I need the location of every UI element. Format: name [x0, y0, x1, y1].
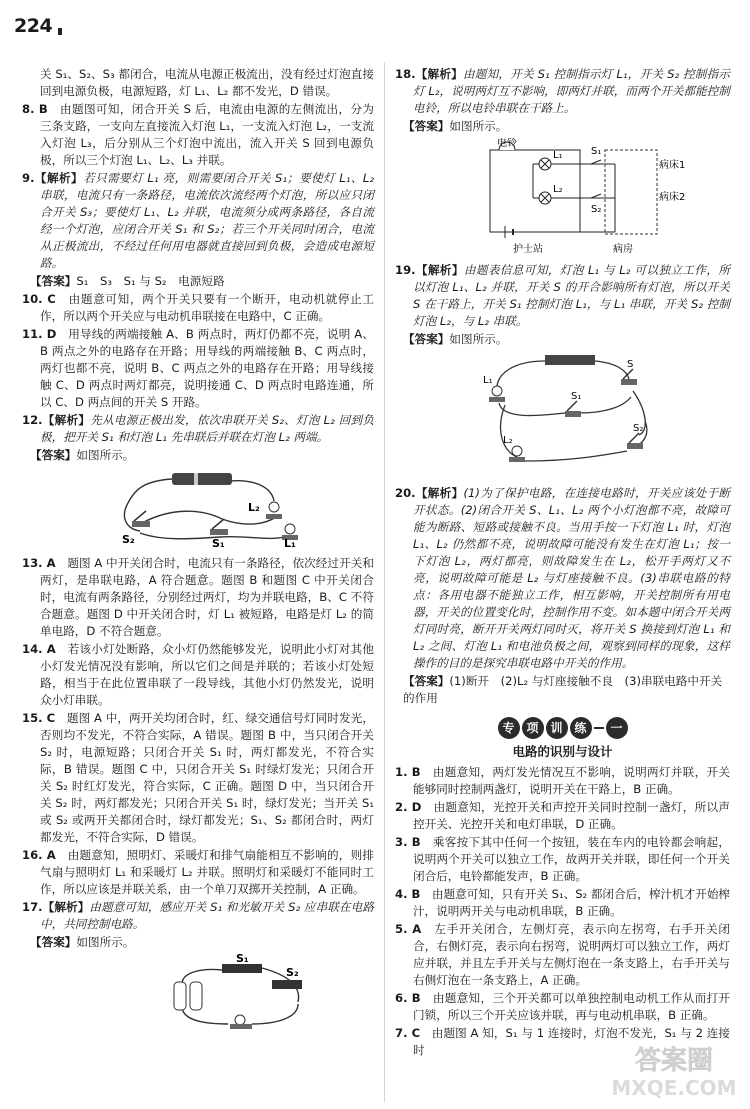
banner-char-4: 练 — [570, 717, 592, 739]
lamp-l2-icon — [512, 446, 522, 456]
page-number-mark — [58, 28, 62, 35]
circuit-figure-19 — [395, 351, 730, 479]
answer-item-9: 9.【解析】若只需要灯 L₁ 亮，则需要闭合开关 S₁；要使灯 L₁、L₂ 串联，电流只有一条路径，电流依次流经两个灯泡，所以应只闭合开关 S₃；要使灯 L₁、L₂ 并联，电流须分成两条路径，各自流经一个灯泡，应闭合开关 S₁ 和 S₂；若三个开关同时闭合，电流从正极流出，不经过任何用电器就直接回到负极，会造成电源短路。 — [22, 171, 374, 270]
answer-item-18: 18.【解析】由题知，开关 S₁ 控制指示灯 L₁，开关 S₂ 控制指示灯 L₂，说明两灯互不影响，即两灯并联，而两个开关都能控制电铃，所以电铃串联在干路上。 — [395, 67, 730, 115]
switch-s1-icon — [222, 964, 262, 973]
list-item: 1. B 由题意知，两灯发光情况互不影响，说明两灯并联，开关能够同时控制两盏灯，说明开关在干路上，B 正确。 — [395, 765, 730, 796]
list-item: 3. B 乘客按下其中任何一个按钮，装在车内的电铃都会响起，说明两个开关可以独立工作，故两开关并联，即任何一个开关闭合后，电铃都能发声，B 正确。 — [395, 835, 730, 883]
ward-box — [605, 150, 657, 234]
battery-1-icon — [174, 982, 186, 1010]
battery-icon — [545, 355, 595, 365]
lamp-l2-icon — [269, 502, 279, 512]
q7-continuation: 关 S₁、S₂、S₃ 都闭合，电流从电源正极流出，没有经过灯泡直接回到电源负极，电源短路，灯 L₁、L₂ 都不发光，D 错误。 — [40, 67, 374, 98]
answer-9: 【答案】S₁ S₃ S₁ 与 S₂ 电源短路 — [30, 274, 225, 288]
label-s1: S₁ — [571, 391, 582, 402]
left-column — [22, 66, 374, 1040]
label-s2: S₂ — [591, 204, 602, 215]
section-banner — [395, 717, 730, 739]
list-item: 2. D 由题意知，光控开关和声控开关同时控制一盏灯，所以声控开关、光控开关和电灯串联，D 正确。 — [395, 800, 730, 831]
section-title: 电路的识别与设计 — [512, 744, 613, 759]
switch-s2-icon — [272, 980, 302, 989]
label-l2: L₂ — [553, 184, 563, 195]
answer-19: 【答案】如图所示。 — [403, 332, 508, 346]
label-l1: L₁ — [284, 537, 296, 549]
answer-item-20: 20.【解析】(1)为了保护电路，在连接电路时，开关应该处于断开状态。(2)闭合开关 S、L₁、L₂ 两个小灯泡都不亮，故障可能为断路、短路或接触不良。当用手按一下灯泡 L₁ 时，灯泡 L₁、L₂ 仍然都不亮，说明故障可能没有发生在灯泡 L₁；按一下灯泡 L₂，两灯都亮，则故障发生在 L₂，松开手两灯又不亮，说明故障可能是 L₂ 与灯座接触不良。(3)串联电路的特点：各用电器不能独立工作，相互影响，开关控制所有用电器，开关的位置变化时，控制作用不变。如本题中闭合开关两灯同时亮，断开开关两灯同时灭，将开关 S 换接到灯泡 L₁ 和 L₂ 之间、灯泡 L₁ 和电池负极之间，观察到同样的现象，这样操作的目的是探究串联电路中开关的作用。 — [395, 486, 730, 670]
label-station: 护士站 — [513, 244, 543, 255]
list-item: 5. A 左手开关闭合，左侧灯亮，表示向左拐弯，右手开关闭合，右侧灯亮，表示向右拐弯，说明两灯可以独立工作，两灯应并联，并且左手开关与左侧灯泡在一条支路上，右手开关与右侧灯泡在一条支路上，A 正确。 — [395, 922, 730, 987]
switch-s2-icon — [132, 521, 150, 527]
right-column — [395, 66, 730, 1060]
answer-item-17: 17.【解析】由题意可知，感应开关 S₁ 和光敏开关 S₂ 应串联在电路中，共同控制电路。 — [22, 900, 374, 931]
circuit-figure-17 — [22, 954, 362, 1034]
answer-item-10: 10. C 由题意可知，两个开关只要有一个断开，电动机就停止工作，所以两个开关应与电动机串联接在电路中，C 正确。 — [22, 292, 374, 323]
list-item: 4. B 由题意可知，只有开关 S₁、S₂ 都闭合后，榨汁机才开始榨汁，说明两开关与电动机串联，B 正确。 — [395, 887, 731, 918]
answer-item-16: 16. A 由题意知，照明灯、采暖灯和排气扇能相互不影响的，则排气扇与照明灯 L₁ 和采暖灯 L₂ 并联。照明灯和采暖灯不能同时工作，所以应该是并联关系，由一个单刀双掷开关控制，A 正确。 — [22, 848, 374, 896]
switch-s1-icon — [210, 529, 228, 535]
column-separator — [384, 62, 385, 1102]
label-l1: L₁ — [553, 150, 563, 161]
circuit-figure-12 — [22, 467, 362, 549]
lamp-icon — [235, 1015, 245, 1025]
answer-item-15: 15. C 题图 A 中，两开关均闭合时，红、绿交通信号灯同时发光，否则均不发光，不符合实际，A 错误。题图 B 中，当只闭合开关 S₂ 时，电源短路；只闭合开关 S₁ 时，两灯都发光，不符合实际，B 错误。题图 C 中，只闭合开关 S₁ 时绿灯发光；只闭合开关 S₂ 时红灯发光，符合实际，C 正确。题图 D 中，当只闭合开关 S₂ 时，两灯都发光；只闭合开关 S₁ 时，绿灯发光；当开关 S₁ 或 S₂ 或两开关都闭合时，绿灯都发光；S₁、S₂ 都闭合时，两灯都发光，不符合实际，D 错误。 — [22, 711, 374, 844]
banner-char-1: 专 — [498, 717, 520, 739]
label-s1: S₁ — [591, 146, 602, 157]
page-number: 224 — [14, 15, 53, 37]
label-bed1: 病床1 — [659, 160, 686, 171]
answer-20: 【答案】(1)断开 (2)L₂ 与灯座接触不良 (3)串联电路中开关的作用 — [403, 674, 723, 705]
circuit-figure-18 — [395, 138, 730, 256]
lamp-l1-icon — [285, 524, 295, 534]
label-l1: L₁ — [483, 375, 493, 386]
label-s1: S₁ — [212, 537, 225, 549]
lamp-l1-icon — [492, 386, 502, 396]
label-ward: 病房 — [613, 244, 633, 255]
switch-s2-icon — [591, 194, 601, 198]
answer-item-11: 11. D 用导线的两端接触 A、B 两点时，两灯仍都不亮，说明 A、B 两点之外的电路存在开路；用导线的两端接触 B、C 两点时，两灯也都不亮，说明 B、C 两点之外的电路存在开路；用导线接触 C、D 两点时两灯都亮，说明接通 C、D 两点时电路连通，所以 C、D 两点间的开关 S 开路。 — [22, 327, 374, 409]
svg-text:答案圈: 答案圈 — [634, 1046, 714, 1076]
label-s2: S₂ — [122, 533, 135, 546]
banner-char-3: 训 — [546, 717, 568, 739]
banner-char-2: 项 — [522, 717, 544, 739]
answer-item-14: 14. A 若该小灯处断路，众小灯仍然能够发光，说明此小灯对其他小灯发光情况没有影响，所以它们之间是并联的；若该小灯处短路，相当于在此位置串联了一段导线，其他小灯仍然发光，说明众小灯串联。 — [22, 642, 374, 707]
label-l2: L₂ — [503, 435, 513, 446]
answer-12: 【答案】如图所示。 — [30, 448, 135, 462]
switch-s1-icon — [591, 160, 601, 164]
battery-2-icon — [190, 982, 202, 1010]
list-item: 7. C 由题图 A 知，S₁ 与 1 连接时，灯泡不发光，S₁ 与 2 连接时 — [395, 1026, 730, 1057]
answer-item-8: 8. B 由题图可知，闭合开关 S 后，电流由电源的左侧流出，分为三条支路，一支向左直接流入灯泡 L₁，一支流入灯泡 L₂，一支流入灯泡 L₃，后分别从三个灯泡中流出，流入开关 S 回到电源负极，所以三个灯泡 L₁、L₂、L₃ 并联。 — [22, 102, 374, 167]
svg-text:MXQE.COM: MXQE.COM — [611, 1076, 737, 1100]
watermark-logo — [604, 1039, 744, 1103]
label-bell: 电铃 — [497, 138, 517, 149]
answer-item-12: 12.【解析】先从电源正极出发，依次串联开关 S₂、灯泡 L₂ 回到负极，把开关 S₁ 和灯泡 L₁ 先串联后并联在灯泡 L₂ 两端。 — [22, 413, 374, 444]
banner-char-5: 一 — [606, 717, 628, 739]
answer-item-13: 13. A 题图 A 中开关闭合时，电流只有一条路径，依次经过开关和两灯，是串联电路，A 符合题意。题图 B 和题图 C 中开关闭合时，电流有两条路径，分别经过两灯，均为并联电路，B、C 不符合题意。题图 D 中开关闭合时，灯 L₁ 被短路，电路是灯 L₂ 的简单电路，D 不符合题意。 — [22, 556, 374, 638]
label-s1: S₁ — [236, 954, 249, 965]
label-l2: L₂ — [248, 501, 260, 514]
switch-s2-icon — [627, 443, 643, 449]
switch-s1-icon — [565, 411, 581, 417]
switch-s-icon — [621, 379, 637, 385]
answer-17: 【答案】如图所示。 — [30, 935, 135, 949]
battery-icon — [172, 473, 232, 485]
label-bed2: 病床2 — [659, 192, 686, 203]
label-s2: S₂ — [286, 966, 299, 979]
label-s: S — [627, 359, 634, 370]
label-s2: S₂ — [633, 423, 644, 434]
answer-item-19: 19.【解析】由题表信息可知，灯泡 L₁ 与 L₂ 可以独立工作，所以灯泡 L₁、L₂ 并联，开关 S 的开合影响所有灯泡，所以开关 S 在干路上，开关 S₁ 控制灯泡 L₁，与 L₁ 串联，开关 S₂ 控制灯泡 L₂，与 L₂ 串联。 — [395, 263, 730, 328]
list-item: 6. B 由题意知，三个开关都可以单独控制电动机工作从而打开门锁，所以三个开关应该并联，再与电动机串联，B 正确。 — [395, 991, 730, 1022]
answer-18: 【答案】如图所示。 — [403, 119, 508, 133]
